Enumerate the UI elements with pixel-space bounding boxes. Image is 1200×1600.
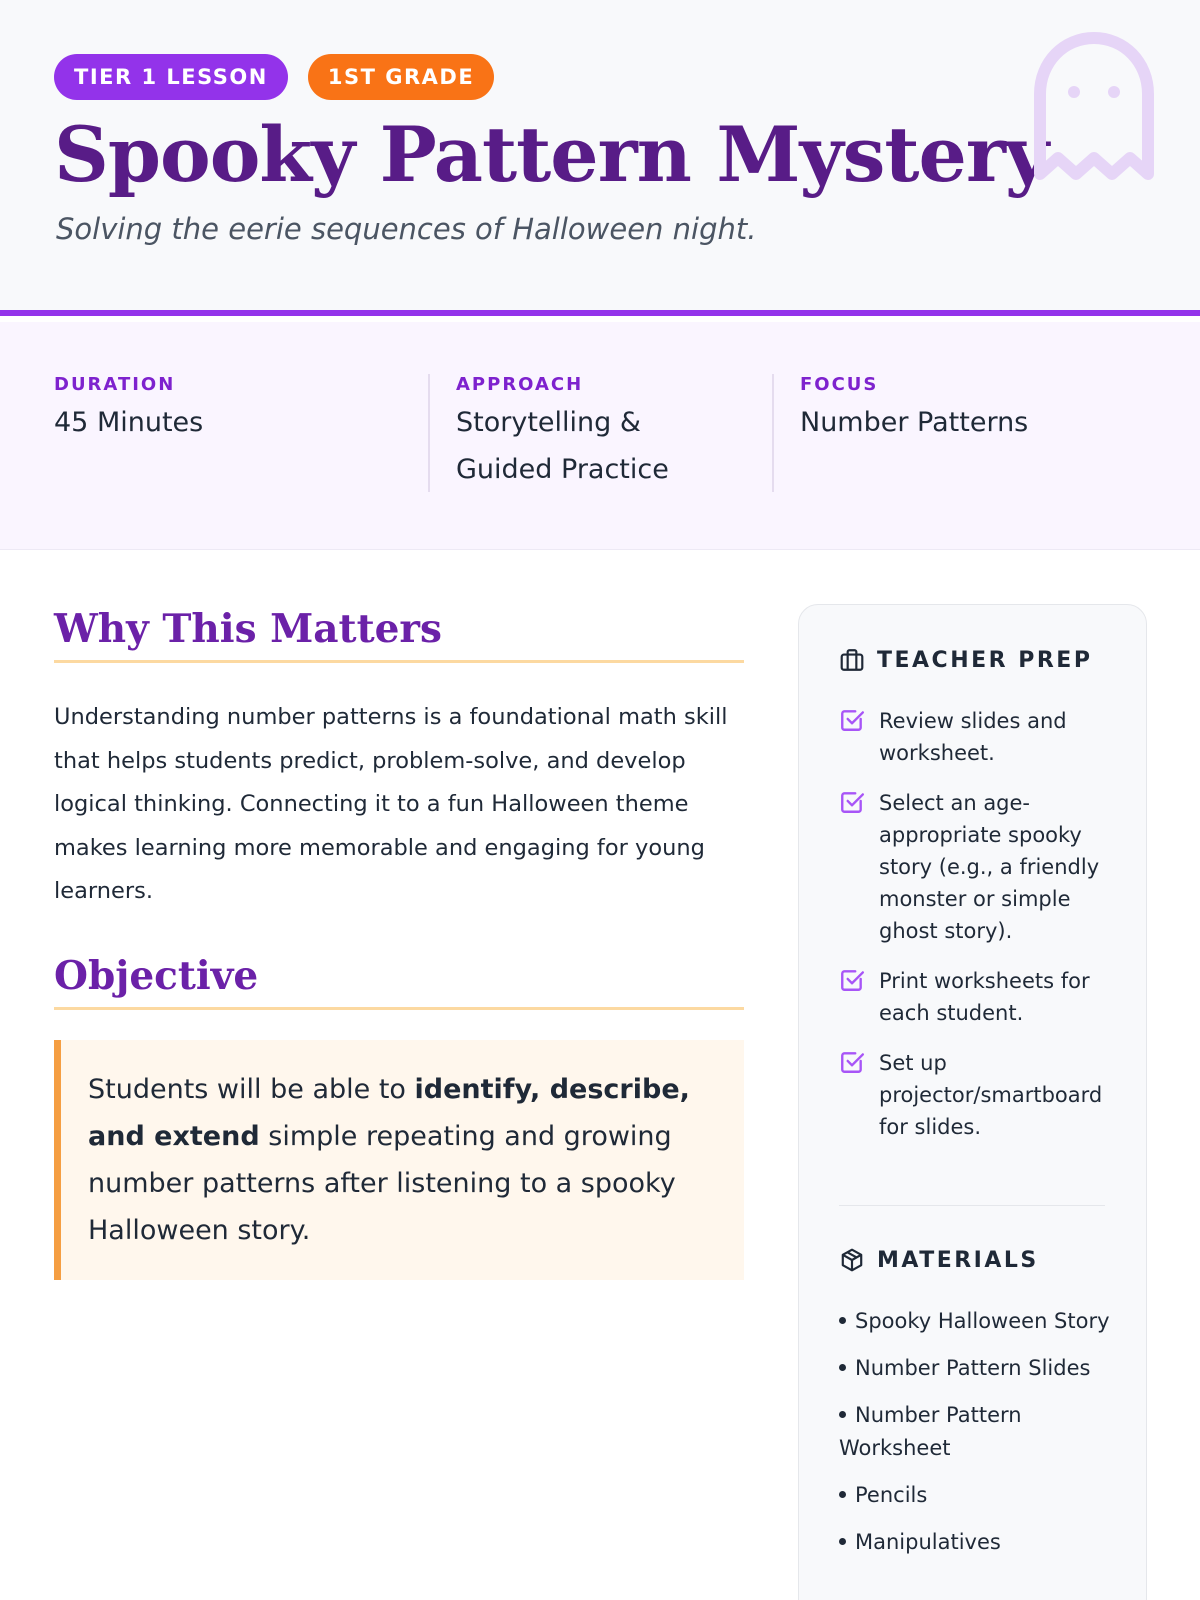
material-item-text: Number Pattern Worksheet — [839, 1403, 1022, 1460]
objective-callout — [54, 1040, 744, 1280]
approach-value-line2: Guided Practice — [456, 454, 669, 485]
teacher-prep-heading — [839, 647, 1092, 673]
focus-block — [772, 374, 1028, 492]
approach-block — [428, 374, 669, 492]
material-item — [839, 1352, 1119, 1385]
badge-group — [54, 54, 494, 100]
checkbox-checked-icon — [839, 789, 865, 815]
page-title: Spooky Pattern Mystery — [54, 110, 1049, 199]
approach-label: APPROACH — [456, 374, 584, 395]
material-item-text: Number Pattern Slides — [855, 1356, 1091, 1380]
materials-heading — [839, 1247, 1039, 1273]
prep-item-text: Review slides and worksheet. — [879, 709, 1067, 765]
material-item — [839, 1479, 1119, 1512]
material-item-text: Spooky Halloween Story — [855, 1309, 1110, 1333]
teacher-prep-list — [839, 705, 1119, 1161]
duration-value: 45 Minutes — [54, 407, 204, 438]
prep-item — [839, 965, 1119, 1029]
material-item-text: Manipulatives — [855, 1530, 1001, 1554]
package-icon — [839, 1247, 865, 1273]
objective-heading: Objective — [54, 953, 744, 1010]
material-item — [839, 1305, 1119, 1338]
prep-item-text: Print worksheets for each student. — [879, 969, 1090, 1025]
checkbox-checked-icon — [839, 1049, 865, 1075]
material-item-text: Pencils — [855, 1483, 928, 1507]
ghost-icon — [1032, 32, 1156, 182]
approach-value-line1: Storytelling & — [456, 407, 641, 438]
checkbox-checked-icon — [839, 707, 865, 733]
prep-item — [839, 1047, 1119, 1143]
why-heading: Why This Matters — [54, 606, 744, 663]
why-text: Understanding number patterns is a foundational math skill that helps students predict, problem-solve, and develop logical thinking. Connecting it to a fun Halloween theme makes learning more memorable and engaging for young learners. — [54, 704, 728, 904]
briefcase-icon — [839, 647, 865, 673]
material-item — [839, 1526, 1119, 1559]
materials-list — [839, 1305, 1119, 1573]
objective-text-post: simple repeating and growing number patterns after listening to a spooky Halloween story. — [88, 1121, 676, 1246]
duration-label: DURATION — [54, 374, 176, 395]
tier-badge: TIER 1 LESSON — [54, 54, 288, 100]
prep-item-text: Set up projector/smartboard for slides. — [879, 1051, 1103, 1139]
focus-value: Number Patterns — [800, 407, 1029, 438]
materials-title: MATERIALS — [877, 1247, 1039, 1273]
grade-badge: 1ST GRADE — [308, 54, 494, 100]
sidebar-card — [798, 604, 1147, 1600]
objective-text-pre: Students will be able to — [88, 1074, 415, 1105]
prep-item-text: Select an age-appropriate spooky story (e.g., a friendly monster or simple ghost story). — [879, 791, 1100, 943]
approach-value — [456, 399, 669, 493]
material-item — [839, 1399, 1119, 1465]
objective-text-bold: identify, describe, and extend — [88, 1074, 690, 1152]
teacher-prep-title: TEACHER PREP — [877, 647, 1093, 673]
checkbox-checked-icon — [839, 967, 865, 993]
prep-item — [839, 787, 1119, 947]
sidebar-divider — [839, 1205, 1105, 1206]
lesson-meta — [0, 322, 1200, 550]
duration-block — [54, 374, 203, 446]
focus-label: FOCUS — [800, 374, 879, 395]
lesson-header — [0, 0, 1200, 316]
page-subtitle: Solving the eerie sequences of Halloween night. — [56, 212, 757, 246]
prep-item — [839, 705, 1119, 769]
